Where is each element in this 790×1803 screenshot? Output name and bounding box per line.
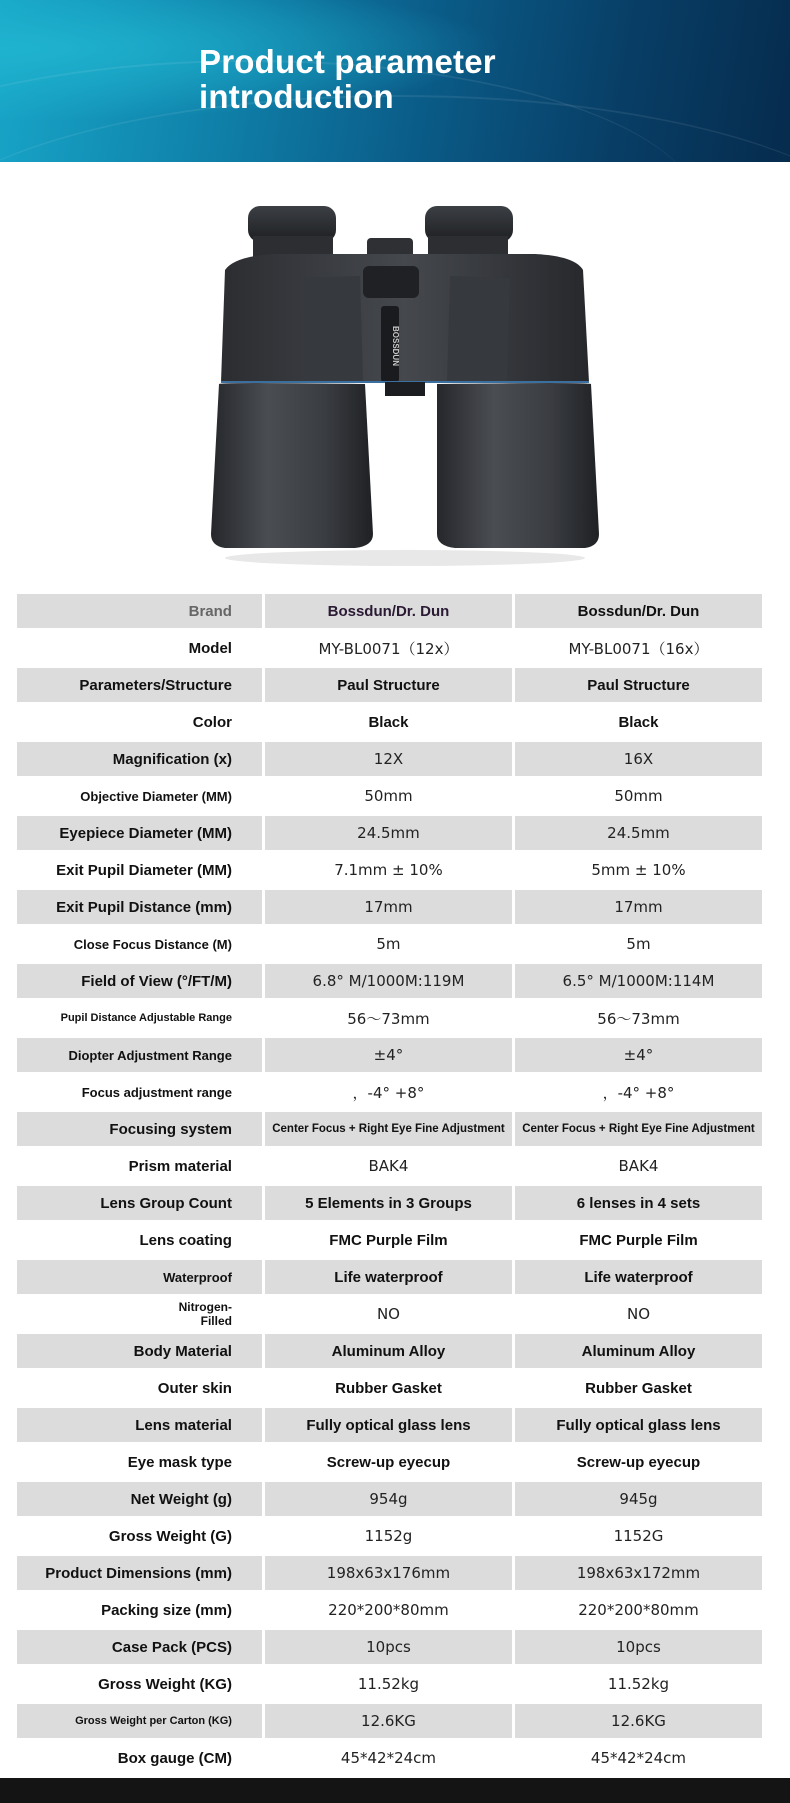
row-label: Gross Weight per Carton (KG)	[17, 1704, 262, 1738]
row-label: Box gauge (CM)	[17, 1741, 262, 1775]
table-row	[17, 1593, 762, 1627]
row-label: Objective Diameter (MM)	[17, 779, 262, 813]
row-label: Gross Weight (G)	[17, 1519, 262, 1553]
row-value-16x: BAK4	[515, 1149, 762, 1183]
row-value-12x: Aluminum Alloy	[265, 1334, 512, 1368]
table-row	[17, 1334, 762, 1368]
row-value-12x: 6.8° M/1000M:119M	[265, 964, 512, 998]
row-value-16x: Bossdun/Dr. Dun	[515, 594, 762, 628]
table-row	[17, 1075, 762, 1109]
row-value-12x: ，-4° +8°	[265, 1075, 512, 1109]
table-row	[17, 1149, 762, 1183]
table-row	[17, 1001, 762, 1035]
row-value-12x: 5m	[265, 927, 512, 961]
row-label	[17, 1297, 262, 1331]
row-value-12x: 17mm	[265, 890, 512, 924]
row-value-16x: 16X	[515, 742, 762, 776]
row-value-12x: 7.1mm ± 10%	[265, 853, 512, 887]
row-value-12x: BAK4	[265, 1149, 512, 1183]
row-value-12x: Screw-up eyecup	[265, 1445, 512, 1479]
table-row	[17, 1223, 762, 1257]
row-value-16x: MY-BL0071（16x）	[515, 631, 762, 665]
row-value-12x: 12.6KG	[265, 1704, 512, 1738]
row-label: Model	[17, 631, 262, 665]
row-value-12x: 954g	[265, 1482, 512, 1516]
row-label: Lens Group Count	[17, 1186, 262, 1220]
row-value-16x: Center Focus + Right Eye Fine Adjustment	[515, 1112, 762, 1146]
row-value-12x: Center Focus + Right Eye Fine Adjustment	[265, 1112, 512, 1146]
row-label: Outer skin	[17, 1371, 262, 1405]
table-row	[17, 1297, 762, 1331]
row-label: Focus adjustment range	[17, 1075, 262, 1109]
binoculars-image	[205, 196, 605, 566]
row-value-16x: Black	[515, 705, 762, 739]
row-label: Body Material	[17, 1334, 262, 1368]
row-value-12x: 24.5mm	[265, 816, 512, 850]
footer-bar	[0, 1778, 790, 1803]
row-value-16x: 17mm	[515, 890, 762, 924]
row-value-16x: 45*42*24cm	[515, 1741, 762, 1775]
table-row	[17, 1556, 762, 1590]
row-label: Waterproof	[17, 1260, 262, 1294]
table-row	[17, 890, 762, 924]
row-value-12x: Rubber Gasket	[265, 1371, 512, 1405]
table-row	[17, 668, 762, 702]
row-value-12x: 198x63x176mm	[265, 1556, 512, 1590]
row-value-16x: 198x63x172mm	[515, 1556, 762, 1590]
row-value-16x: 5mm ± 10%	[515, 853, 762, 887]
row-label: Diopter Adjustment Range	[17, 1038, 262, 1072]
table-row	[17, 964, 762, 998]
row-value-12x: 56～73mm	[265, 1001, 512, 1035]
row-value-16x: Screw-up eyecup	[515, 1445, 762, 1479]
table-row	[17, 927, 762, 961]
row-label: Focusing system	[17, 1112, 262, 1146]
page-title-line-1: Product parameter	[199, 43, 496, 80]
row-value-12x: Life waterproof	[265, 1260, 512, 1294]
page-title	[199, 44, 496, 114]
parameter-table	[14, 591, 765, 1778]
table-row	[17, 742, 762, 776]
table-row	[17, 1519, 762, 1553]
row-value-12x: MY-BL0071（12x）	[265, 631, 512, 665]
row-label-text: Nitrogen-Filled	[178, 1300, 232, 1328]
row-label: Color	[17, 705, 262, 739]
row-value-16x: Fully optical glass lens	[515, 1408, 762, 1442]
row-value-12x: Bossdun/Dr. Dun	[265, 594, 512, 628]
row-value-12x: 5 Elements in 3 Groups	[265, 1186, 512, 1220]
row-value-16x: ，-4° +8°	[515, 1075, 762, 1109]
row-label: Exit Pupil Diameter (MM)	[17, 853, 262, 887]
row-label: Product Dimensions (mm)	[17, 1556, 262, 1590]
row-value-12x: 10pcs	[265, 1630, 512, 1664]
row-label: Magnification (x)	[17, 742, 262, 776]
row-value-16x: Aluminum Alloy	[515, 1334, 762, 1368]
row-label: Pupil Distance Adjustable Range	[17, 1001, 262, 1035]
table-row	[17, 816, 762, 850]
table-row	[17, 631, 762, 665]
row-value-16x: Rubber Gasket	[515, 1371, 762, 1405]
row-value-16x: 6.5° M/1000M:114M	[515, 964, 762, 998]
table-row	[17, 1260, 762, 1294]
table-row	[17, 1408, 762, 1442]
table-row	[17, 1630, 762, 1664]
table-row	[17, 1038, 762, 1072]
table-row	[17, 853, 762, 887]
row-value-16x: 11.52kg	[515, 1667, 762, 1701]
row-label: Lens material	[17, 1408, 262, 1442]
row-value-16x: FMC Purple Film	[515, 1223, 762, 1257]
row-value-12x: Black	[265, 705, 512, 739]
row-value-12x: 220*200*80mm	[265, 1593, 512, 1627]
table-row	[17, 1667, 762, 1701]
row-value-16x: ±4°	[515, 1038, 762, 1072]
row-label: Eye mask type	[17, 1445, 262, 1479]
table-row	[17, 1371, 762, 1405]
row-value-16x: Life waterproof	[515, 1260, 762, 1294]
row-label: Field of View (°/FT/M)	[17, 964, 262, 998]
row-value-16x: 5m	[515, 927, 762, 961]
row-value-16x: 220*200*80mm	[515, 1593, 762, 1627]
row-value-12x: 1152g	[265, 1519, 512, 1553]
table-row	[17, 779, 762, 813]
row-label: Parameters/Structure	[17, 668, 262, 702]
table-row	[17, 1704, 762, 1738]
table-row	[17, 1482, 762, 1516]
row-value-16x: 1152G	[515, 1519, 762, 1553]
row-value-12x: FMC Purple Film	[265, 1223, 512, 1257]
row-value-12x: 50mm	[265, 779, 512, 813]
header-banner	[0, 0, 790, 162]
brand-mark: BOSSDUN	[391, 325, 400, 367]
table-row	[17, 705, 762, 739]
row-value-16x: 6 lenses in 4 sets	[515, 1186, 762, 1220]
row-label: Exit Pupil Distance (mm)	[17, 890, 262, 924]
table-row	[17, 1741, 762, 1775]
row-value-16x: NO	[515, 1297, 762, 1331]
row-value-12x: 11.52kg	[265, 1667, 512, 1701]
row-label: Close Focus Distance (M)	[17, 927, 262, 961]
row-label: Eyepiece Diameter (MM)	[17, 816, 262, 850]
row-value-12x: Fully optical glass lens	[265, 1408, 512, 1442]
row-value-12x: 45*42*24cm	[265, 1741, 512, 1775]
row-value-12x: ±4°	[265, 1038, 512, 1072]
table-row	[17, 1186, 762, 1220]
row-label: Prism material	[17, 1149, 262, 1183]
row-label: Packing size (mm)	[17, 1593, 262, 1627]
row-value-16x: 10pcs	[515, 1630, 762, 1664]
row-value-12x: NO	[265, 1297, 512, 1331]
table-row	[17, 594, 762, 628]
row-value-16x: 50mm	[515, 779, 762, 813]
row-label: Case Pack (PCS)	[17, 1630, 262, 1664]
row-value-12x: Paul Structure	[265, 668, 512, 702]
row-value-16x: 56～73mm	[515, 1001, 762, 1035]
row-value-16x: 945g	[515, 1482, 762, 1516]
row-value-16x: 24.5mm	[515, 816, 762, 850]
page-title-line-2: introduction	[199, 78, 394, 115]
row-value-16x: Paul Structure	[515, 668, 762, 702]
row-value-16x: 12.6KG	[515, 1704, 762, 1738]
table-row	[17, 1112, 762, 1146]
row-label: Gross Weight (KG)	[17, 1667, 262, 1701]
row-label: Net Weight (g)	[17, 1482, 262, 1516]
table-row	[17, 1445, 762, 1479]
row-value-12x: 12X	[265, 742, 512, 776]
row-label: Brand	[17, 594, 262, 628]
row-label: Lens coating	[17, 1223, 262, 1257]
